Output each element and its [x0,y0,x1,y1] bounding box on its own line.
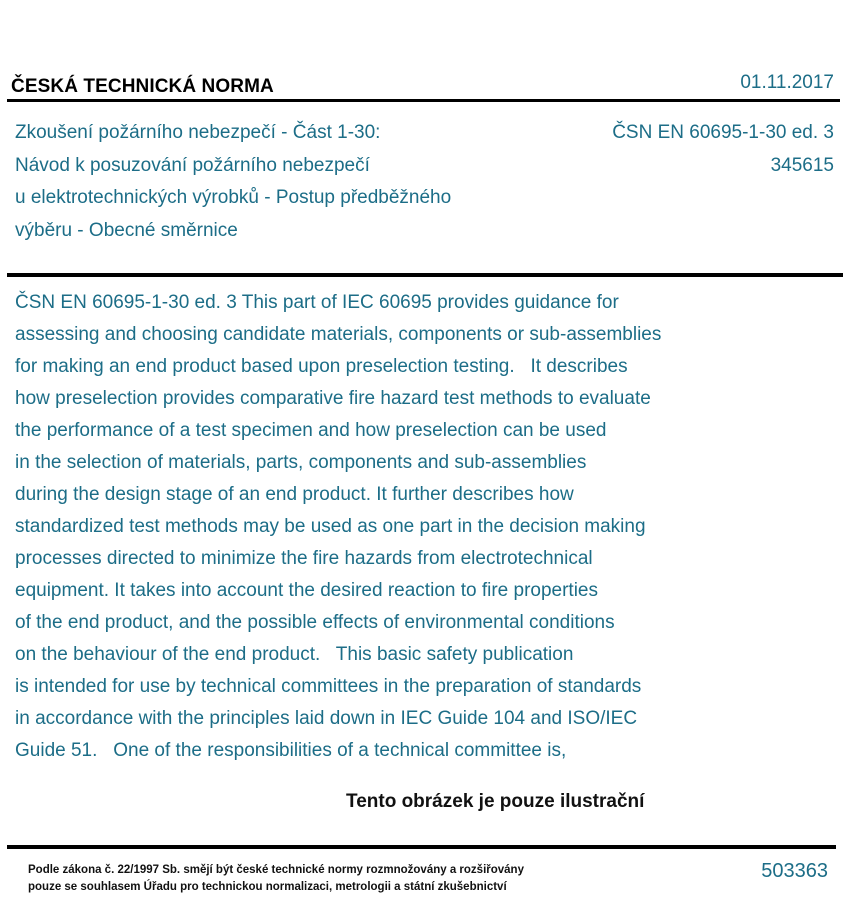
abstract-line: standardized test methods may be used as one part in the decision making [15,516,646,537]
header-divider [7,99,840,102]
class-code: 345615 [770,154,834,176]
abstract-line: how preselection provides comparative fire hazard test methods to evaluate [15,388,651,409]
abstract-line: ČSN EN 60695-1-30 ed. 3 This part of IEC 60695 provides guidance for [15,292,619,313]
footer-divider [7,845,836,849]
document-title [15,117,535,247]
standard-number: ČSN EN 60695-1-30 ed. 3 [612,122,834,143]
title-line: u elektrotechnických výrobků - Postup předběžného [15,187,452,208]
abstract-line: of the end product, and the possible effects of environmental conditions [15,612,615,633]
abstract-line: the performance of a test specimen and how preselection can be used [15,420,607,441]
abstract-text [15,287,835,767]
norm-header-title: ČESKÁ TECHNICKÁ NORMA [11,76,274,97]
legal-line: Podle zákona č. 22/1997 Sb. smějí být české technické normy rozmnožovány a rozšiřovány [28,864,524,876]
illustration-disclaimer: Tento obrázek je pouze ilustrační [346,791,645,812]
title-line: Návod k posuzování požárního nebezpečí [15,154,370,176]
abstract-line: processes directed to minimize the fire hazards from electrotechnical [15,548,593,569]
abstract-line: equipment. It takes into account the desired reaction to fire properties [15,580,598,601]
abstract-line: during the design stage of an end product. It further describes how [15,484,574,505]
document-reference [612,117,834,182]
abstract-line: assessing and choosing candidate materials, components or sub-assemblies [15,324,662,345]
abstract-line: on the behaviour of the end product. This basic safety publication [15,644,574,665]
copyright-notice [28,862,524,896]
issue-date: 01.11.2017 [740,72,834,93]
title-divider [7,273,843,277]
legal-line: pouze se souhlasem Úřadu pro technickou normalizaci, metrologii a státní zkušebnictví [28,881,507,893]
abstract-line: is intended for use by technical committees in the preparation of standards [15,676,642,697]
abstract-line: in the selection of materials, parts, components and sub-assemblies [15,452,587,473]
abstract-line: in accordance with the principles laid down in IEC Guide 104 and ISO/IEC [15,708,638,729]
abstract-line: Guide 51. One of the responsibilities of a technical committee is, [15,740,567,761]
document-code: 503363 [761,860,828,882]
title-line: Zkoušení požárního nebezpečí - Část 1-30: [15,122,381,143]
title-line: výběru - Obecné směrnice [15,219,238,241]
abstract-line: for making an end product based upon preselection testing. It describes [15,356,628,377]
